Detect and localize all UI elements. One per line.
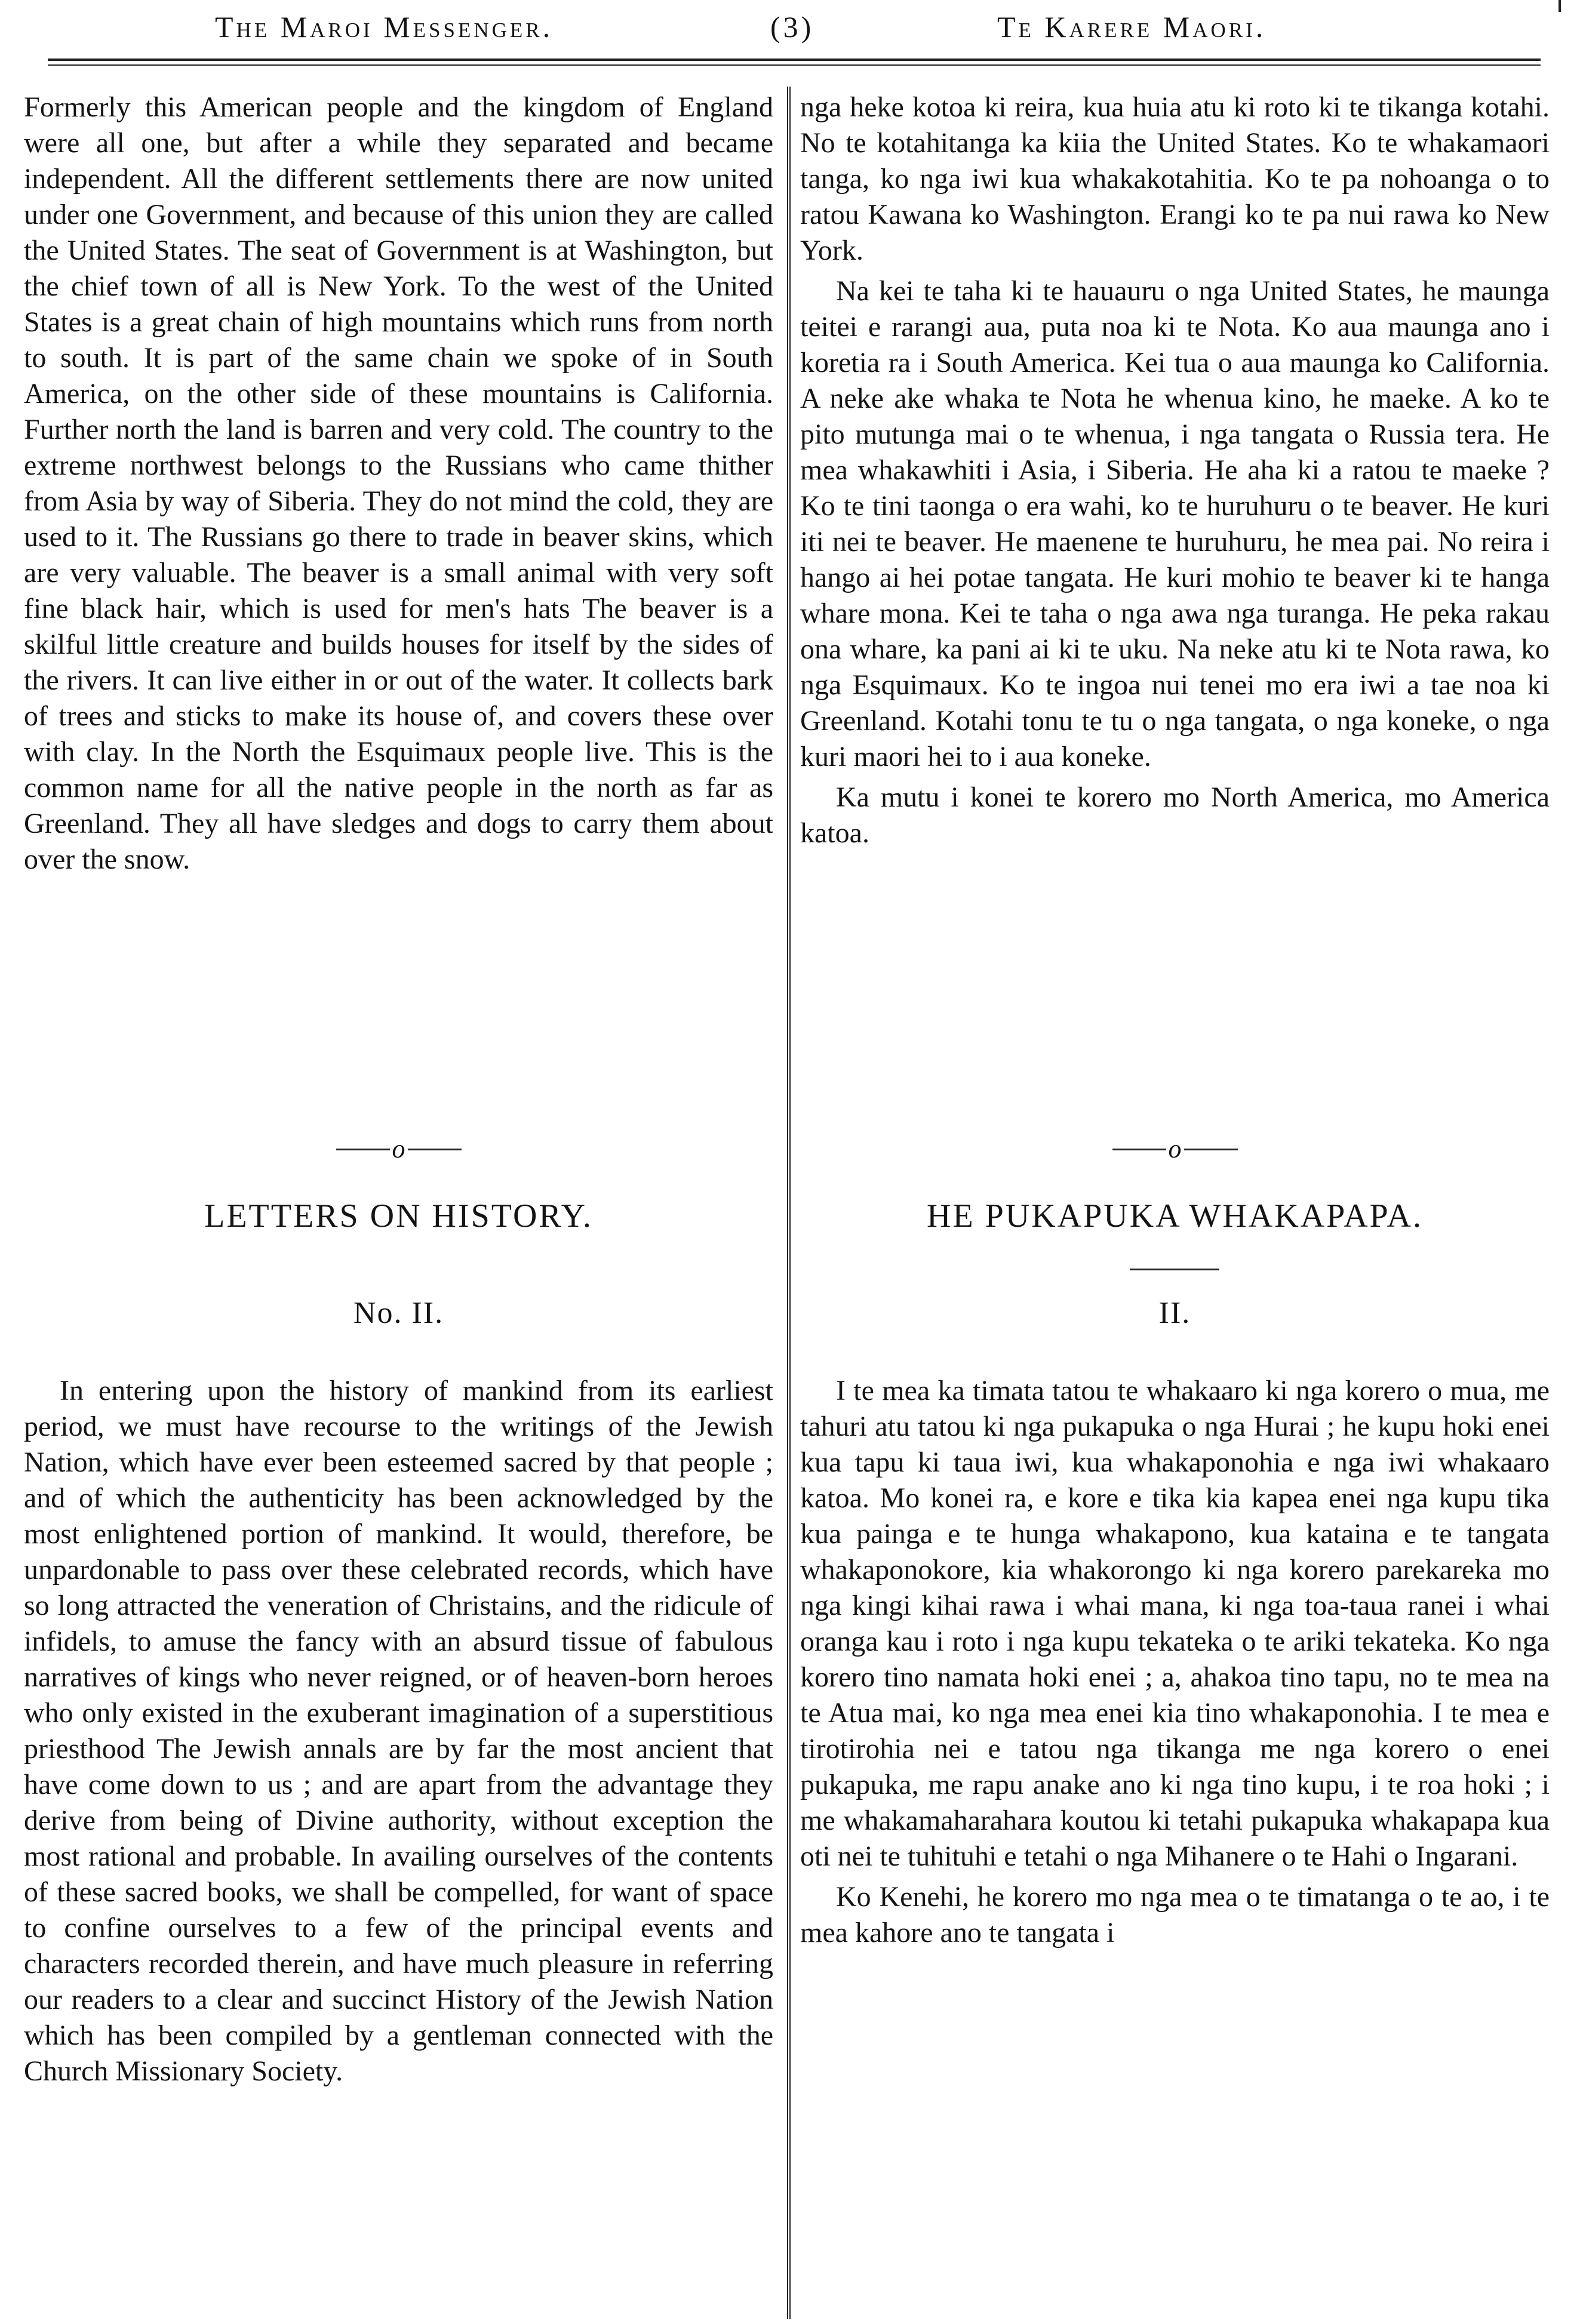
separator-ornament: o	[1168, 1134, 1182, 1163]
maori-separator	[800, 1134, 1550, 1163]
maori-heading-rule	[1130, 1269, 1219, 1270]
maori-america-paragraph-2: Na kei te taha ki te hauauru o nga United States, he maunga teitei e rarangi aua, puta noa ki te Nota. Ko aua maunga ano i koretia ra i South America. Kei tua o aua maunga ko California. A neke ake whaka te Nota he whenua kino, he maeke. A ko te pito mutunga mai o te whenua, i nga tangata o Russia tera. He mea whakawhiti i Asia, i Siberia. He aha ki a ratou te maeke ? Ko te tini taonga o era wahi, ko te huruhuru o te beaver. He kuri iti nei te beaver. He maenene te huruhuru, he mea pai. No reira i hango ai hei potae tangata. He kuri mohio te beaver ki te hanga whare mona. Kei te taha o nga awa nga turanga. He peka rakau ona whare, ka pani ai ki te uku. Na neke atu ki te Nota rawa, ko nga Esquimaux. Ko te ingoa nui tenei mo era iwi a tae noa ki Greenland. Kotahi tonu te tu o nga tangata, o nga koneke, o nga kuri maori hei to i aua koneke.	[800, 275, 1550, 772]
separator-dash-right	[1184, 1149, 1238, 1150]
header-rule-top	[48, 59, 1541, 61]
maori-history-paragraph-1: I te mea ka timata tatou te whakaaro ki nga korero o mua, me tahuri atu tatou ki nga pukapuka o nga Hurai ; he kupu hoki enei kua tapu ki taua iwi, kua whakaponohia e nga iwi whakaaro katoa. Mo konei ra, e kore e tika kia kapea enei nga kupu tika kua painga e te hunga whakapono, kua kataina e te tangata whakaponokore, kia whakorongo ki nga korero parekareka mo nga kingi kihai rawa i whai mana, ki nga toa-taua ranei i whai oranga kau i roto i nga kupu tekateka o te ariki tekateka. Ko nga korero tino namata hoki enei ; a, ahakoa tino tapu, no te mea na te Atua mai, ko nga mea enei kia tino whakaponohia. I te mea e tirotirohia nei e tatou nga tikanga me nga korero o enei pukapuka, me rapu anake ano ki nga tino kupu, i te roa hoki ; i me whakamaharahara koutou ki tetahi pukapuka whakapapa kua oti nei te tuhituhi e tetahi o nga Mihanere o te Hahi o Ingarani.	[800, 1375, 1550, 1872]
english-history-section	[24, 1373, 773, 2094]
maori-history-paragraph-2: Ko Kenehi, he korero mo nga mea o te timatanga o te ao, i te mea kahore ano te tangata i	[800, 1881, 1550, 1949]
separator-dash-left	[1112, 1149, 1166, 1150]
english-section-heading: LETTERS ON HISTORY.	[204, 1198, 593, 1235]
header-english-title: The Maroi Messenger.	[215, 10, 554, 44]
separator-dash-left	[336, 1149, 390, 1150]
english-america-paragraph: Formerly this American people and the kingdom of England were all one, but after a while they separated and became independent. All the different settlements there are now united under one Government, and because of this union they are called the United States. The seat of Government is at Washington, but the chief town of all is New York. To the west of the United States is a great chain of high mountains which runs from north to south. It is part of the same chain we spoke of in South America, on the other side of these mountains is California. Further north the land is barren and very cold. The country to the extreme northwest belongs to the Russians who came thither from Asia by way of Siberia. They do not mind the cold, they are used to it. The Russians go there to trade in beaver skins, which are very valuable. The beaver is a small animal with very soft fine black hair, which is used for men's hats The beaver is a skilful little creature and builds houses for itself by the sides of the rivers. It can live either in or out of the water. It collects bark of trees and sticks to make its house of, and covers these over with clay. In the North the Esquimaux people live. This is the common name for all the native people in the north as far as Greenland. They all have sledges and dogs to carry them about over the snow.	[24, 91, 773, 875]
english-history-paragraph: In entering upon the history of mankind from its earliest period, we must have recourse to the writings of the Jewish Nation, which have ever been esteemed sacred by that people ; and of which the authenticity has been acknowledged by the most enlightened portion of mankind. It would, therefore, be unpardonable to pass over these celebrated records, which have so long attracted the veneration of Christains, and the ridicule of infidels, to amuse the fancy with an absurd tissue of fabulous narratives of kings who never reigned, or of heaven-born heroes who only existed in the exuberant imagination of a superstitious priesthood The Jewish annals are by far the most ancient that have come down to us ; and are apart from the advantage they derive from being of Divine authority, without exception the most rational and probable. In availing ourselves of the contents of these sacred books, we shall be compelled, for want of space to confine ourselves to a few of the principal events and characters recorded therein, and have much pleasure in referring our readers to a clear and succinct History of the Jewish Nation which has been compiled by a gentleman connected with the Church Missionary Society.	[24, 1375, 773, 2087]
english-separator	[24, 1134, 773, 1163]
english-letter-number: No. II.	[353, 1296, 444, 1330]
english-america-section	[24, 90, 773, 882]
maori-letter-number: II.	[1158, 1296, 1191, 1330]
maori-america-paragraph-1: nga heke kotoa ki reira, kua huia atu ki roto ki te tikanga kotahi. No te kotahitanga ka kiia the United States. Ko te whakamaori tanga, ko nga iwi kua whakakotahitia. Ko te pa nohoanga o to ratou Kawana ko Washington. Erangi ko te pa nui rawa ko New York.	[800, 91, 1550, 266]
maori-history-section	[800, 1373, 1550, 1956]
maori-america-section	[800, 90, 1550, 856]
separator-dash-right	[408, 1149, 462, 1150]
separator-ornament: o	[392, 1134, 405, 1163]
maori-section-heading: HE PUKAPUKA WHAKAPAPA.	[927, 1198, 1423, 1235]
page-number: (3)	[770, 10, 814, 44]
column-divider	[787, 87, 791, 2319]
header-maori-title: Te Karere Maori.	[997, 10, 1267, 44]
maori-america-paragraph-3: Ka mutu i konei te korero mo North America, mo America katoa.	[800, 781, 1550, 849]
running-header	[0, 0, 1580, 60]
header-rule-bottom	[48, 64, 1541, 66]
corner-mark	[1559, 0, 1561, 12]
